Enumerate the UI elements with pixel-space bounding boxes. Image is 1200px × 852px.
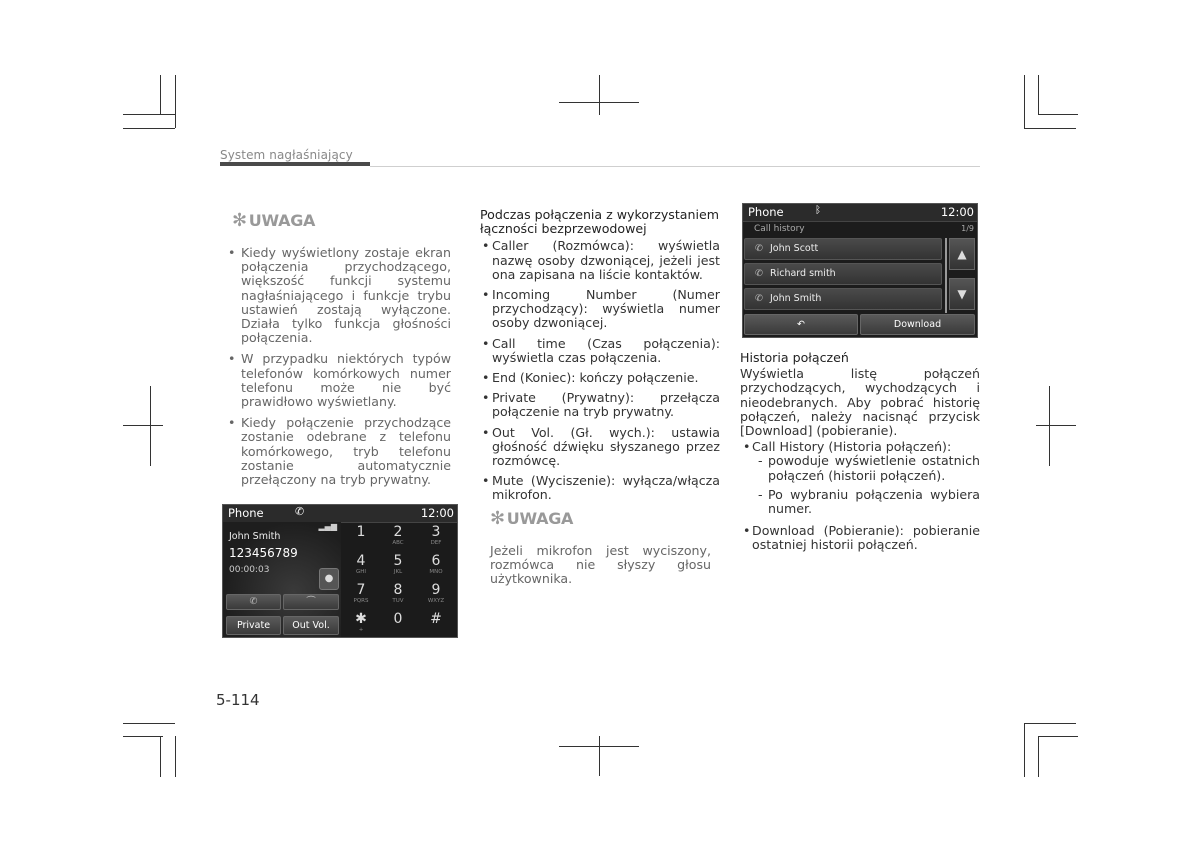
handset-icon: ✆ — [295, 505, 305, 518]
crop-mark — [123, 425, 163, 426]
section-heading: Historia połączeń — [740, 350, 849, 365]
key-7[interactable]: 7 PQRS — [353, 582, 369, 604]
crop-mark — [175, 736, 176, 777]
key-5[interactable]: 5 JKL — [393, 553, 403, 575]
crop-mark — [123, 723, 175, 724]
key-star[interactable]: ✱ + — [355, 611, 367, 633]
crop-mark — [123, 736, 163, 737]
triangle-down-icon: ▼ — [957, 287, 967, 301]
crop-mark — [599, 75, 600, 115]
download-button[interactable]: Download — [860, 314, 975, 335]
phone-accept-icon: ✆ — [249, 596, 258, 607]
scroll-up-button[interactable] — [949, 238, 975, 270]
triangle-up-icon: ▲ — [957, 247, 967, 261]
clock: 12:00 — [420, 506, 454, 520]
crop-mark — [1049, 386, 1050, 466]
header-rule — [370, 166, 980, 167]
crop-mark — [559, 746, 639, 747]
crop-mark — [150, 386, 151, 466]
sub-item: - powoduje wyświetlenie ostatnich połączeń (historii połączeń). — [740, 454, 980, 482]
function-item: • Caller (Rozmówca): wyświetla nazwę osoby dzwoniącej, jeżeli jest ona zapisana na liście kontaktów. — [480, 239, 720, 282]
entry-name: Richard smith — [770, 268, 836, 279]
call-icon: ✆ — [755, 293, 763, 304]
asterisk-icon: ✻ — [232, 210, 247, 231]
note-item: • W przypadku niektórych typów telefonów komórkowych numer telefonu może nie być prawidłowo wyświetlany. — [228, 352, 451, 409]
crop-mark — [175, 75, 176, 128]
scroll-down-button[interactable] — [949, 278, 975, 310]
section-header: System nagłaśniający — [220, 148, 353, 162]
key-9[interactable]: 9 WXYZ — [427, 582, 445, 604]
header-bar — [220, 162, 370, 166]
note-list — [228, 246, 451, 494]
crop-mark — [559, 102, 639, 103]
note-heading — [232, 210, 315, 231]
crop-mark — [1036, 425, 1076, 426]
crop-mark — [1038, 75, 1039, 115]
crop-mark — [1038, 736, 1078, 737]
private-button[interactable]: Private — [226, 616, 281, 635]
entry-name: John Smith — [770, 293, 822, 304]
note-title: UWAGA — [506, 509, 574, 528]
note-item: • Kiedy wyświetlony zostaje ekran połączenia przychodzącego, większość funkcji systemu nagłaśniającego i funkcje trybu ustawień zostają wyłączone. Działa tylko funkcja głośności połączenia. — [228, 246, 451, 345]
back-arrow-icon: ↶ — [797, 319, 805, 330]
crop-mark — [1024, 128, 1076, 129]
call-functions-section — [480, 208, 720, 509]
key-8[interactable]: 8 TUV — [392, 582, 404, 604]
back-button[interactable] — [744, 314, 858, 335]
note-text: Jeżeli mikrofon jest wyciszony, rozmówca nie słyszy głosu użytkownika. — [490, 543, 711, 587]
history-entry[interactable] — [744, 263, 942, 285]
history-entry[interactable] — [744, 238, 942, 260]
crop-mark — [160, 736, 161, 777]
call-icon: ✆ — [755, 243, 763, 254]
key-2[interactable]: 2 ABC — [392, 524, 404, 546]
key-4[interactable]: 4 GHI — [355, 553, 367, 575]
history-entry[interactable] — [744, 288, 942, 310]
caller-name: John Smith — [229, 531, 281, 542]
call-icon: ✆ — [755, 268, 763, 279]
page-indicator: 1/9 — [961, 224, 974, 233]
section-intro: Podczas połączenia z wykorzystaniem łączności bezprzewodowej — [480, 207, 720, 237]
function-item: • Out Vol. (Gł. wych.): ustawia głośność dźwięku słyszanego przez rozmówcę. — [480, 426, 720, 469]
accept-button[interactable] — [226, 594, 281, 610]
function-item: • Mute (Wyciszenie): wyłącza/włącza mikrofon. — [480, 474, 720, 502]
screen-title: Phone — [748, 205, 784, 219]
crop-mark — [1024, 723, 1025, 777]
key-0[interactable]: 0 — [393, 611, 403, 627]
call-duration: 00:00:03 — [229, 565, 270, 575]
key-hash[interactable]: # — [430, 611, 442, 627]
phone-end-icon: ⏜ — [306, 596, 316, 607]
bullet-item: • Download (Pobieranie): pobieranie ostatniej historii połączeń. — [740, 524, 980, 552]
crop-mark — [123, 128, 175, 129]
bullet-item: • Call History (Historia połączeń): — [740, 440, 980, 454]
mute-button[interactable]: ● — [319, 568, 339, 590]
crop-mark — [1024, 723, 1076, 724]
function-item: • Call time (Czas połączenia): wyświetla czas połączenia. — [480, 337, 720, 365]
crop-mark — [123, 114, 175, 115]
key-3[interactable]: 3 DEF — [430, 524, 442, 546]
caller-number: 123456789 — [229, 546, 298, 560]
function-item: • End (Koniec): kończy połączenie. — [480, 371, 720, 385]
clock: 12:00 — [940, 205, 974, 219]
function-item: • Incoming Number (Numer przychodzący): wyświetla numer osoby dzwoniącej. — [480, 288, 720, 331]
list-title: Call history — [754, 224, 805, 234]
screen-titlebar — [743, 204, 977, 222]
key-1[interactable]: 1 — [356, 524, 366, 540]
entry-name: John Scott — [770, 243, 819, 254]
crop-mark — [1024, 75, 1025, 128]
function-item: • Private (Prywatny): przełącza połączenie na tryb prywatny. — [480, 391, 720, 419]
crop-mark — [1038, 736, 1039, 777]
page-number: 5-114 — [216, 691, 260, 709]
note-item: • Kiedy połączenie przychodzące zostanie odebrane z telefonu komórkowego, tryb telefonu zostanie automatycznie przełączony na tryb prywatny. — [228, 416, 451, 487]
section-paragraph: Wyświetla listę połączeń przychodzących, wychodzących i nieodebranych. Aby pobrać historię połączeń, należy nacisnąć przycisk [Download] (pobieranie). — [740, 366, 980, 439]
dial-keypad — [342, 522, 456, 636]
crop-mark — [599, 736, 600, 776]
note-title: UWAGA — [248, 211, 316, 230]
bluetooth-icon: ᛒ — [815, 205, 821, 216]
out-vol-button[interactable]: Out Vol. — [283, 616, 339, 635]
crop-mark — [1038, 114, 1078, 115]
asterisk-icon: ✻ — [490, 508, 505, 529]
key-6[interactable]: 6 MNO — [429, 553, 443, 575]
screen-title: Phone — [228, 506, 264, 520]
call-history-section — [740, 351, 980, 553]
end-call-button[interactable] — [283, 594, 339, 610]
screen-titlebar — [223, 505, 457, 523]
note-heading — [490, 508, 573, 529]
sub-item: - Po wybraniu połączenia wybiera numer. — [740, 488, 980, 516]
signal-icon: ▂▄▆ — [318, 522, 337, 531]
scrollbar[interactable] — [945, 238, 947, 313]
crop-mark — [160, 75, 161, 115]
